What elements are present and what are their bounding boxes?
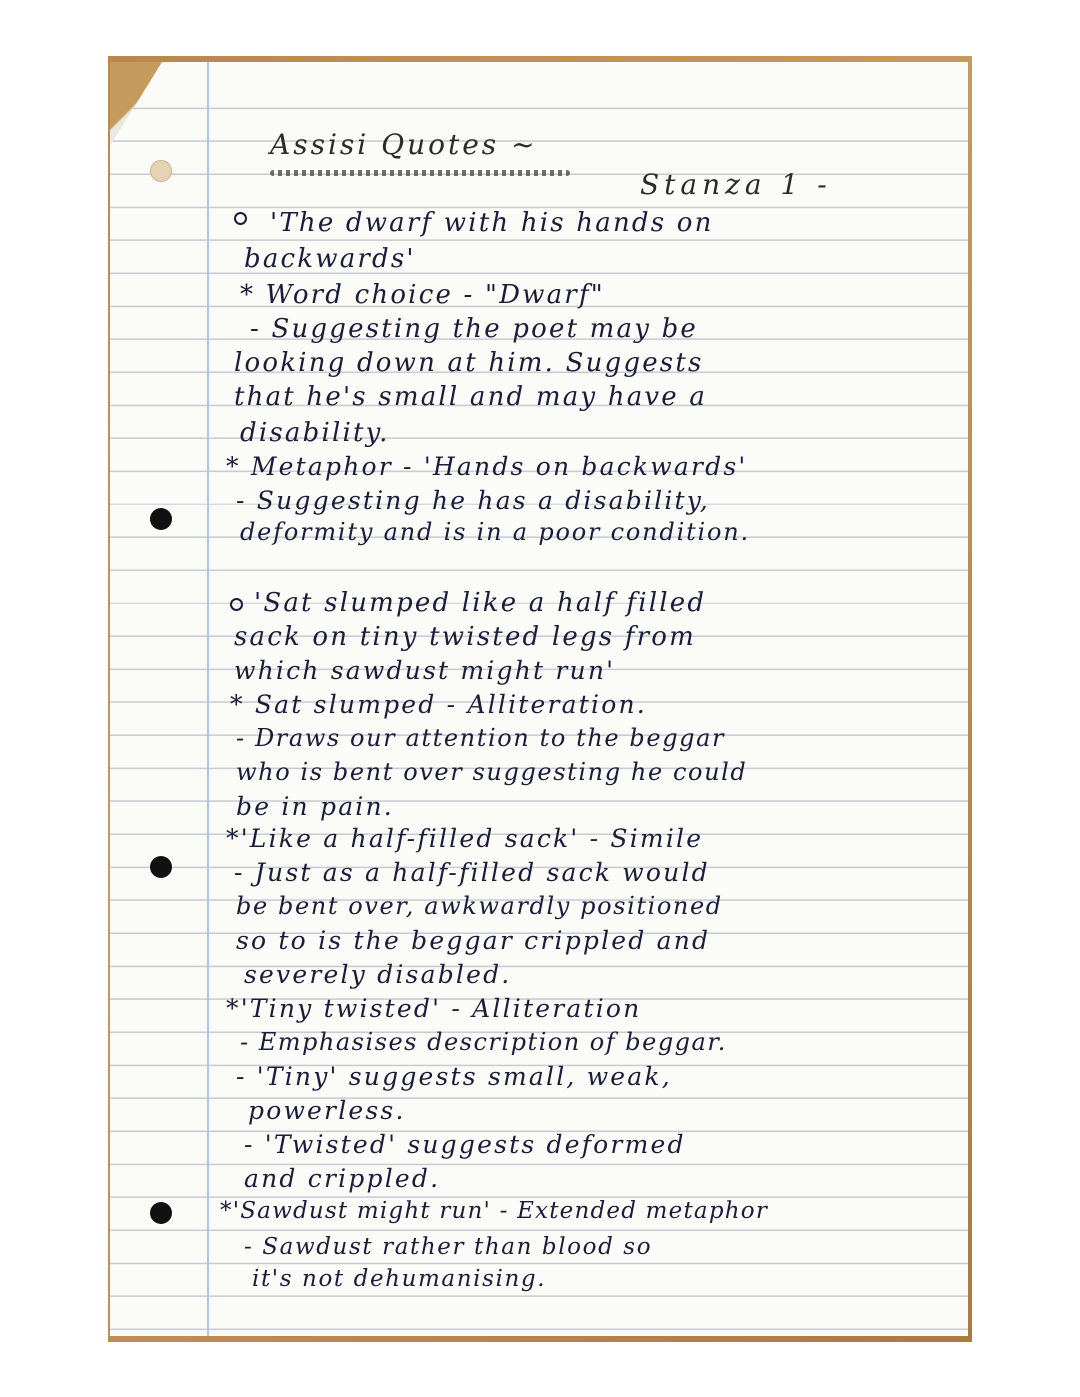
note-line: * Word choice - "Dwarf" bbox=[240, 280, 605, 310]
note-line: so to is the beggar crippled and bbox=[236, 926, 711, 955]
note-line: - Sawdust rather than blood so bbox=[244, 1234, 653, 1260]
quote-bullet-2 bbox=[230, 598, 243, 611]
note-line: be bent over, awkwardly positioned bbox=[236, 892, 723, 920]
punch-hole-middle bbox=[150, 856, 172, 878]
note-line: that he's small and may have a bbox=[234, 382, 708, 412]
note-line: looking down at him. Suggests bbox=[234, 348, 704, 378]
note-line: disability. bbox=[240, 418, 390, 448]
margin-line bbox=[207, 62, 209, 1336]
note-line: - Suggesting the poet may be bbox=[250, 314, 699, 344]
note-line: 'The dwarf with his hands on bbox=[270, 208, 714, 238]
note-line: * Sat slumped - Alliteration. bbox=[230, 690, 647, 719]
note-line: backwards' bbox=[244, 244, 416, 274]
note-line: severely disabled. bbox=[244, 960, 512, 989]
title-underline bbox=[270, 170, 570, 176]
note-line: * Metaphor - 'Hands on backwards' bbox=[226, 452, 748, 481]
note-line: - Emphasises description of beggar. bbox=[240, 1028, 727, 1056]
note-line: - Suggesting he has a disability, bbox=[236, 486, 710, 515]
note-line: sack on tiny twisted legs from bbox=[234, 622, 696, 652]
note-line: it's not dehumanising. bbox=[252, 1266, 547, 1292]
page-title: Assisi Quotes ~ bbox=[270, 128, 538, 161]
note-line: deformity and is in a poor condition. bbox=[240, 518, 750, 546]
quote-bullet-1 bbox=[234, 212, 247, 225]
note-line: - Draws our attention to the beggar bbox=[236, 724, 726, 752]
note-line: *'Like a half-filled sack' - Simile bbox=[226, 824, 704, 853]
note-line: which sawdust might run' bbox=[234, 656, 616, 685]
note-line: - 'Twisted' suggests deformed bbox=[244, 1130, 686, 1159]
note-line: 'Sat slumped like a half filled bbox=[254, 588, 707, 618]
punch-hole-upper bbox=[150, 508, 172, 530]
punch-hole-lower bbox=[150, 1202, 172, 1224]
note-line: and crippled. bbox=[244, 1164, 441, 1193]
punch-hole-top bbox=[150, 160, 172, 182]
note-line: who is bent over suggesting he could bbox=[236, 758, 748, 786]
note-line: - 'Tiny' suggests small, weak, bbox=[236, 1062, 672, 1091]
note-line: - Just as a half-filled sack would bbox=[234, 858, 710, 887]
note-line: *'Sawdust might run' - Extended metaphor bbox=[220, 1198, 769, 1224]
note-line: powerless. bbox=[248, 1096, 406, 1125]
note-line: be in pain. bbox=[236, 792, 394, 821]
stanza-label: Stanza 1 - bbox=[640, 168, 832, 201]
note-line: *'Tiny twisted' - Alliteration bbox=[226, 994, 642, 1023]
